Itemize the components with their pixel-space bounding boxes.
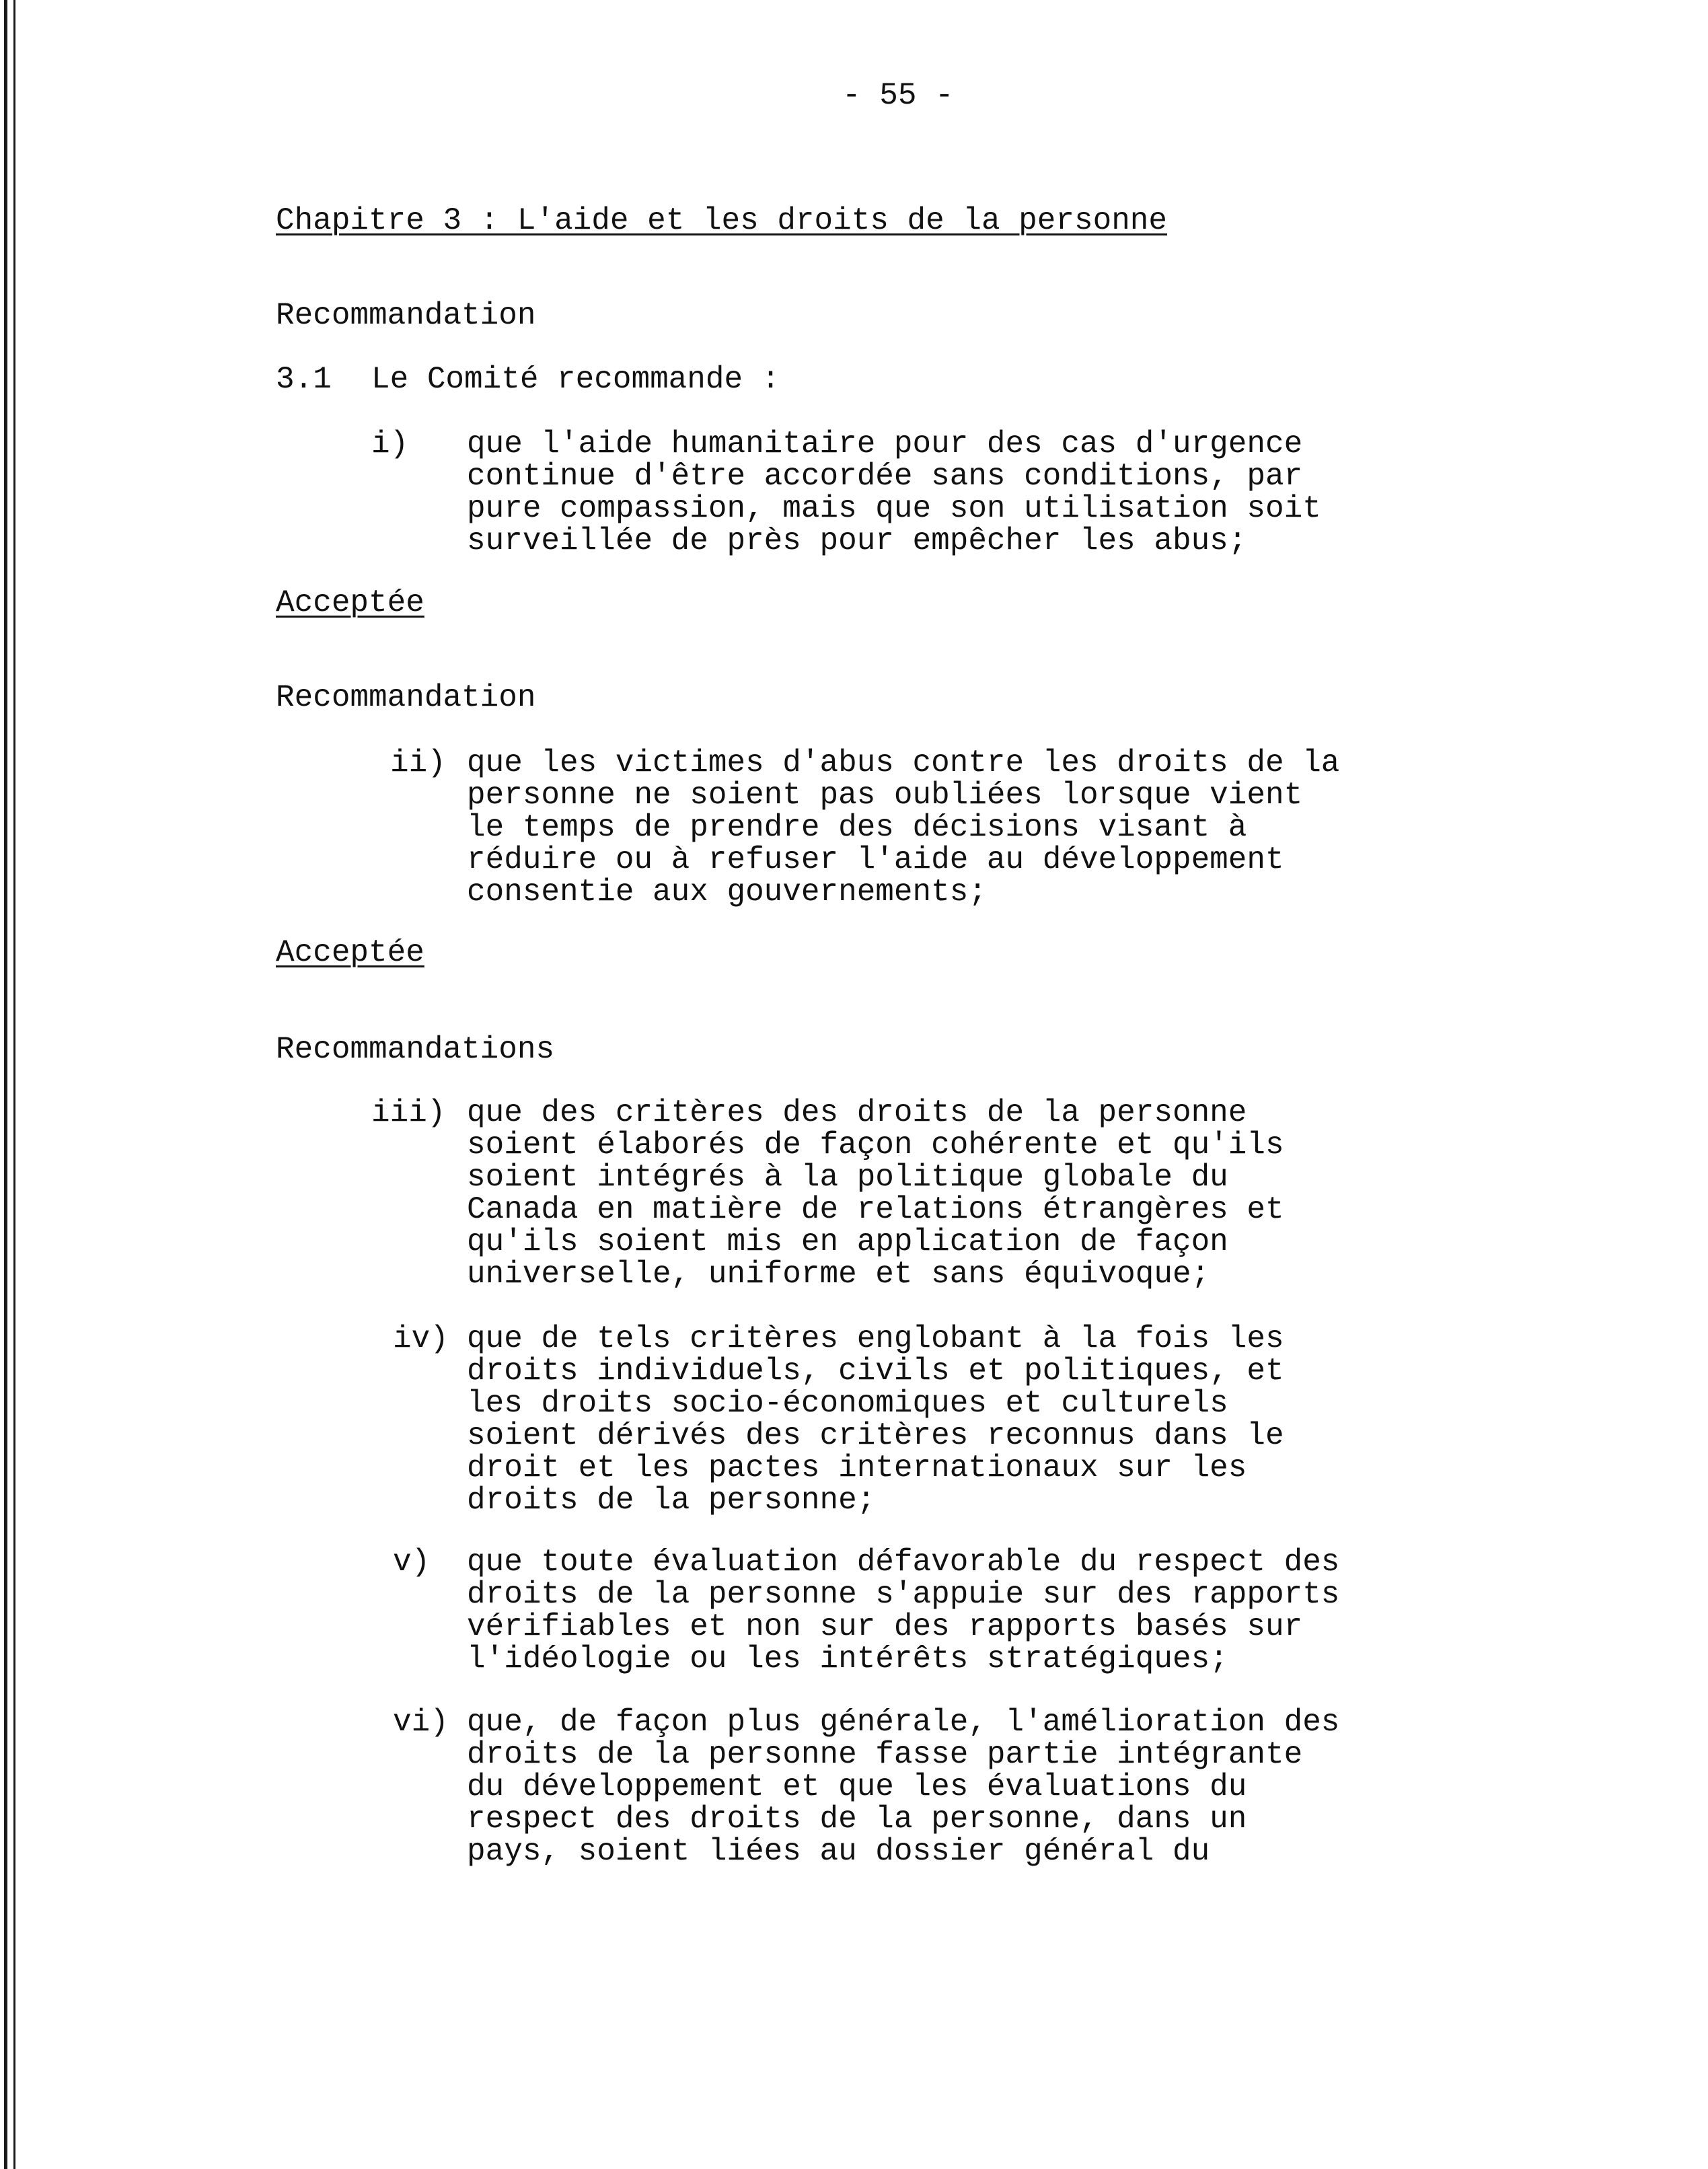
item-line: le temps de prendre des décisions visant à [467, 810, 1247, 845]
item-label: iv) [393, 1321, 449, 1356]
item-line: réduire ou à refuser l'aide au développement [467, 842, 1284, 877]
item-line: du développement et que les évaluations du [467, 1769, 1247, 1804]
item-line: droits de la personne s'appuie sur des rapports [467, 1577, 1340, 1612]
item-line: qu'ils soient mis en application de façon [467, 1224, 1228, 1259]
chapter-title: Chapitre 3 : L'aide et les droits de la personne [276, 203, 1168, 238]
item-line: vérifiables et non sur des rapports basés sur [467, 1609, 1303, 1644]
item-line: universelle, uniforme et sans équivoque; [467, 1257, 1210, 1292]
section-heading: Recommandation [276, 298, 536, 333]
item-line: que de tels critères englobant à la fois les [467, 1321, 1284, 1356]
page-edge-line [13, 0, 15, 2169]
item-line: les droits socio-économiques et culturels [467, 1386, 1228, 1421]
item-line: droit et les pactes internationaux sur les [467, 1450, 1247, 1485]
item-label: v) [393, 1545, 431, 1580]
section-heading: Recommandation [276, 680, 536, 715]
item-line: soient intégrés à la politique globale du [467, 1160, 1228, 1195]
status-accepted: Acceptée [276, 585, 424, 620]
item-line: soient dérivés des critères reconnus dans le [467, 1418, 1284, 1453]
item-line: que, de façon plus générale, l'amélioration des [467, 1705, 1340, 1740]
page-edge-line [4, 0, 7, 2169]
item-line: que des critères des droits de la personne [467, 1095, 1247, 1130]
item-line: respect des droits de la personne, dans un [467, 1802, 1247, 1837]
section-heading: Recommandations [276, 1032, 555, 1067]
status-accepted: Acceptée [276, 935, 424, 970]
item-line: l'idéologie ou les intérêts stratégiques; [467, 1642, 1228, 1677]
item-line: droits de la personne fasse partie intégrante [467, 1737, 1303, 1772]
item-line: Canada en matière de relations étrangères et [467, 1192, 1284, 1227]
item-line: continue d'être accordée sans conditions, par [467, 459, 1303, 494]
item-line: personne ne soient pas oubliées lorsque vient [467, 778, 1303, 813]
item-label: ii) [390, 745, 446, 780]
item-line: que l'aide humanitaire pour des cas d'urgence [467, 427, 1303, 462]
item-label: i) [371, 427, 409, 462]
item-line: que les victimes d'abus contre les droits de la [467, 745, 1340, 780]
item-line: pure compassion, mais que son utilisation soit [467, 491, 1321, 526]
item-line: droits individuels, civils et politiques, et [467, 1354, 1284, 1389]
item-label: iii) [371, 1095, 446, 1130]
recommendation-number: 3.1 [276, 362, 332, 397]
item-line: que toute évaluation défavorable du respect des [467, 1545, 1340, 1580]
item-line: surveillée de près pour empêcher les abus; [467, 523, 1247, 558]
item-line: soient élaborés de façon cohérente et qu'ils [467, 1128, 1284, 1163]
item-line: pays, soient liées au dossier général du [467, 1834, 1210, 1869]
recommendation-intro: Le Comité recommande : [371, 362, 780, 397]
item-line: droits de la personne; [467, 1483, 876, 1518]
item-line: consentie aux gouvernements; [467, 875, 987, 910]
page-number: - 55 - [842, 78, 954, 113]
item-label: vi) [393, 1705, 449, 1740]
